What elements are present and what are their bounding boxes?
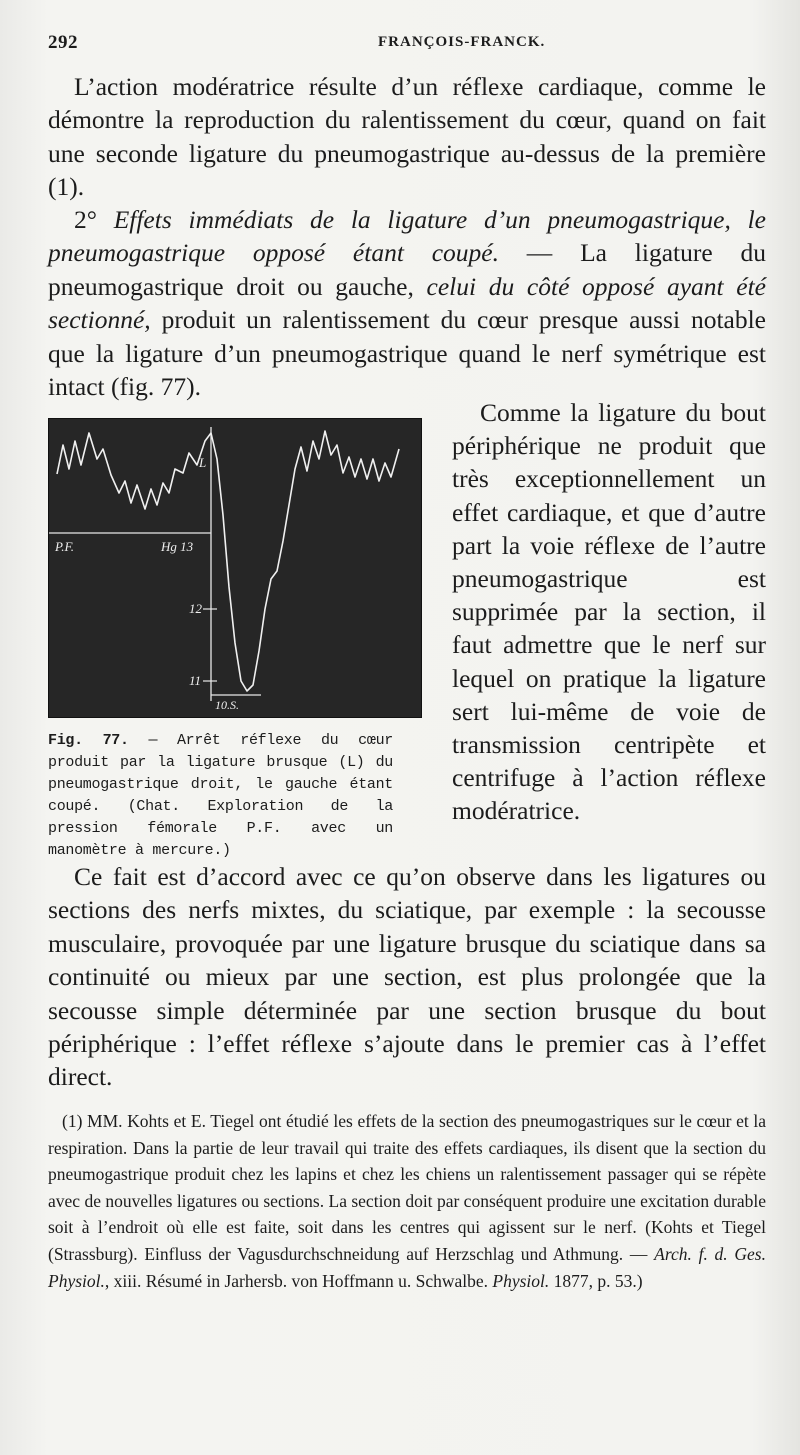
page-number: 292: [48, 32, 78, 53]
footnote-italic-journal: Arch. f. d. Ges. Physiol.: [48, 1243, 766, 1291]
footnote-1: [48, 1108, 766, 1294]
label-12: 12: [189, 601, 202, 616]
footnote-italic-physiol: Physiol.: [492, 1270, 550, 1291]
paragraph-1: L’action modératrice résulte d’un réflexe cardiaque, comme le démontre la reproduction du ralentissement du cœur, quand on fait une seconde ligature du pneumogastrique au-dessus de la première (1).: [48, 72, 766, 202]
label-hg13: Hg 13: [161, 539, 194, 554]
figure-77-tracing: [48, 418, 422, 718]
footnote-text-c: , xiii. Résumé in Jarhersb. von Hoffmann u. Schwalbe.: [104, 1270, 493, 1291]
figure-caption: [48, 730, 393, 862]
paragraph-side-column: Comme la ligature du bout périphérique ne produit que très exceptionnellement un effet cardiaque, et que d’autre part la voie réflexe de l’autre pneumogastrique est supprimée par la section, il faut admettre que le nerf sur lequel on pratique la ligature sert lui-même de voie de transmission centripète et centrifuge à l’action réflexe modératrice.: [452, 398, 766, 826]
section-heading: Effets immédiats de la ligature d’un pneumogastrique, le pneumogastrique opposé étant coupé.: [48, 205, 766, 268]
tracing-background: [49, 419, 421, 717]
figure-caption-label: Fig. 77.: [48, 732, 129, 749]
figure-caption-text: — Arrêt réflexe du cœur produit par la ligature brusque (L) du pneumogastrique droit, le gauche étant coupé. (Chat. Exploration de la pression fémorale P.F. avec un manomètre à mercure.): [48, 732, 393, 859]
paragraph-3: Ce fait est d’accord avec ce qu’on observe dans les ligatures ou sections des nerfs mixtes, du sciatique, par exemple : la secousse musculaire, provoquée par une ligature brusque du sciatique dans sa continuité ou mieux par une section, est plus prolongée que la secousse simple déterminée par une section brusque du bout périphérique : l’effet réflexe s’ajoute dans le premier cas à l’effet direct.: [48, 862, 766, 1092]
paragraph-2-text-a: — La ligature du pneumogastrique droit ou gauche,: [48, 238, 766, 301]
label-l: L: [199, 455, 207, 470]
paragraph-2-text-c: produit un ralentissement du cœur presque aussi notable que la ligature d’un pneumogastrique quand le nerf symétrique est intact (fig. 77).: [48, 305, 766, 402]
section-number: 2°: [74, 205, 97, 234]
footnote-text-a: (1) MM. Kohts et E. Tiegel ont étudié les effets de la section des pneumogastriques sur le cœur et la respiration. Dans la partie de leur travail qui traite des effets cardiaques, ils disent que la section du pneumogastrique produit chez les lapins et chez les chiens un ralentissement passager qui se répète avec de nouvelles ligatures ou sections. La section doit par conséquent produire une excitation durable soit à l’endroit où elle est faite, soit dans les centres qui agissent sur le nerf. (Kohts et Tiegel (Strassburg). Einfluss der Vagusdurchschneidung auf Herzschlag und Athmung. —: [48, 1111, 766, 1264]
label-11: 11: [189, 673, 202, 688]
label-10s: 10.S.: [215, 698, 239, 712]
label-pf: P.F.: [55, 539, 75, 554]
page-header: [48, 32, 758, 58]
running-head: FRANÇOIS-FRANCK.: [378, 34, 546, 50]
pressure-tracing-svg: [49, 419, 421, 717]
footnote-text-e: 1877, p. 53.): [549, 1270, 643, 1291]
paragraph-2-italic: celui du côté opposé ayant été sectionné,: [48, 271, 766, 335]
paragraph-2: [48, 203, 766, 403]
